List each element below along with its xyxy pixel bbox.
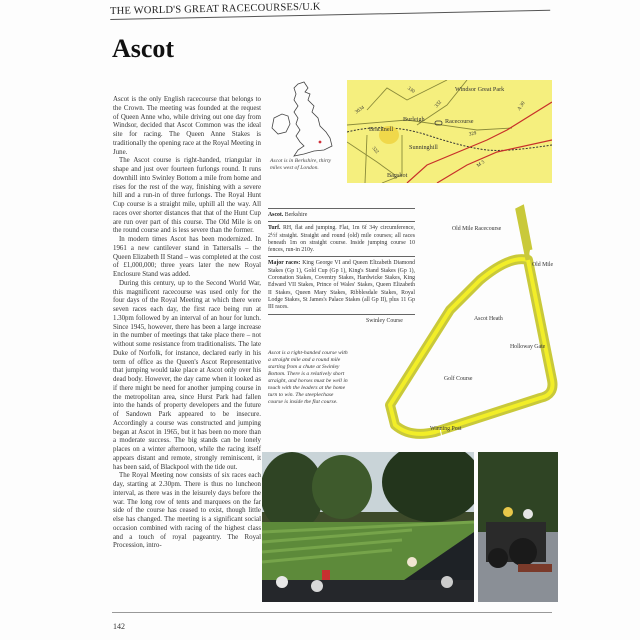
label-swinley-course: Swinley Course (366, 318, 403, 324)
vintage-car-photo (478, 452, 558, 602)
paragraph: In modern times Ascot has been modernized. In 1961 a new cantilever stand in Tattersalls – the Queen Elizabeth II Stand – was completed at the cost of £1,000,000; three years later the new Royal Enclosure Stand was added. (113, 236, 261, 278)
road-330: 330 (406, 86, 416, 95)
paragraph: The Ascot course is right-handed, triangular in shape and just over fourteen furlongs round. It runs downhill into Swinley Bottom a mile from home and rises for the rest of the way, finishing with a severe hill and a run-in of three furlongs. The Royal Hunt Cup course is a straight mile, uphill all the way. All races over shorter distances that that of the Hunt Cup are run over part of this course. The Old Mile is on the round course and is less severe than the former. (113, 157, 261, 235)
page-number: 142 (113, 622, 125, 631)
turf-label: Turf. (268, 225, 281, 232)
place-burleigh: Burleigh (403, 116, 425, 123)
turf-text: RH, flat and jumping. Flat, 1m 6f 34y circumference, 2½f straight. Straight and round (old) mile courses; all races beneath 1m on straight course. Inside jumping course 10 fences, run-in 210y. (268, 225, 415, 254)
place-bracknell: Bracknell (369, 126, 394, 133)
label-ascot-heath: Ascot Heath (474, 316, 503, 322)
course-map-caption: Ascot is a right-handed course with a straight mile and a round mile starting from a chute at Swinley Bottom. There is a relatively short straight, and horses must be well in touch with the leaders at the home turn to win. The steeplechase course is inside the flat course. (268, 350, 348, 405)
uk-map-caption: Ascot is in Berkshire, thirty miles west of London. (270, 158, 332, 171)
place-sunninghill: Sunninghill (409, 144, 438, 151)
label-old-mile-racecourse: Old Mile Racecourse (452, 226, 502, 232)
major-races-text: King George VI and Queen Elizabeth Diamond Stakes (Gp 1), Gold Cup (Gp 1), King's Stand Stakes (Gp 1), Coronation Stakes, Coventry Stakes, Hardwicke Stakes, King Edward VII Stakes, Prince of Wales' Stakes, Queen Elizabeth II Stakes, Queen Mary Stakes, Ribblesdale Stakes, Royal Lodge Stakes, St James's Palace Stakes (all Gp II), plus 11 Gp III races. (268, 260, 416, 311)
road-322: 322 (370, 146, 380, 155)
label-winning-post: Winning Post (430, 426, 462, 432)
article-title: Ascot (112, 34, 175, 63)
major-races-label: Major races: (268, 260, 301, 267)
location-name: Ascot. (268, 212, 284, 218)
paddock-photo (262, 452, 474, 602)
location-region: Berkshire (284, 212, 308, 218)
road-329: 329 (468, 131, 477, 138)
label-holloway-gate: Holloway Gate (510, 344, 546, 350)
running-title: THE WORLD'S GREAT RACECOURSES/U.K (110, 1, 321, 17)
road-a30: A 30 (516, 101, 527, 112)
paragraph: Ascot is the only English racecourse that belongs to the Crown. The meeting was founded at the request of Queen Anne who, while driving out one day from Windsor, decided that Ascot Common was the ideal site for racing. The Queen Anne Stakes is traditionally the opening race at the Royal Meeting in June. (113, 96, 261, 156)
road-3034: 3034 (354, 105, 366, 116)
running-header (110, 0, 560, 20)
place-windsor-great-park: Windsor Great Park (455, 86, 505, 93)
label-old-mile: Old Mile (532, 262, 554, 268)
paragraph: During this century, up to the Second World War, this magnificent racecourse was used only for the four days of the Royal Meeting at which there were seven races each day, the first race being run at 1.30pm followed by an interval of an hour for lunch. Since 1945, however, there has been a large increase in the number of meetings that take place there – not without some resistance from traditionalists. The late Duke of Norfolk, for instance, declared early in his term of office as the Queen's Ascot Representative that jumping would take place at Ascot only over his dead body. However, the day came when it looked as if there might be need for another jumping course in the metropolitan area, since Hurst Park had fallen into the hands of property developers and the future of Sandown Park appeared to be insecure. Accordingly a course was constructed and jumping began at Ascot in 1965, but it has been no more than a moderate success. The big stands can be lonely places on a winter afternoon, while the racing itself appears distant and remote, strongly reminiscent, it has been said, of Blackpool with the tide out. (113, 279, 261, 471)
footer-rule (112, 612, 552, 613)
ascot-location-marker (319, 141, 322, 144)
road-m3: M 3 (476, 160, 486, 169)
paragraph: The Royal Meeting now consists of six races each day, starting at 2.30pm. There is thus no luncheon interval, as there was in the leisurely days before the war. The long row of tents and marquees on the far side of the course has ceased to exist, though little else has changed. The meeting is a significant social occasion combined with racing of the highest class and a touch of royal pageantry. The Royal Procession, intro- (113, 472, 261, 550)
uk-locator-map (268, 80, 338, 160)
area-map (347, 80, 552, 183)
course-diagram (366, 200, 560, 445)
label-golf-course: Golf Course (444, 376, 473, 382)
place-bagshot: Bagshot (387, 172, 408, 179)
place-racecourse: Racecourse (445, 118, 474, 125)
road-332: 332 (434, 100, 444, 109)
article-body (113, 96, 261, 551)
